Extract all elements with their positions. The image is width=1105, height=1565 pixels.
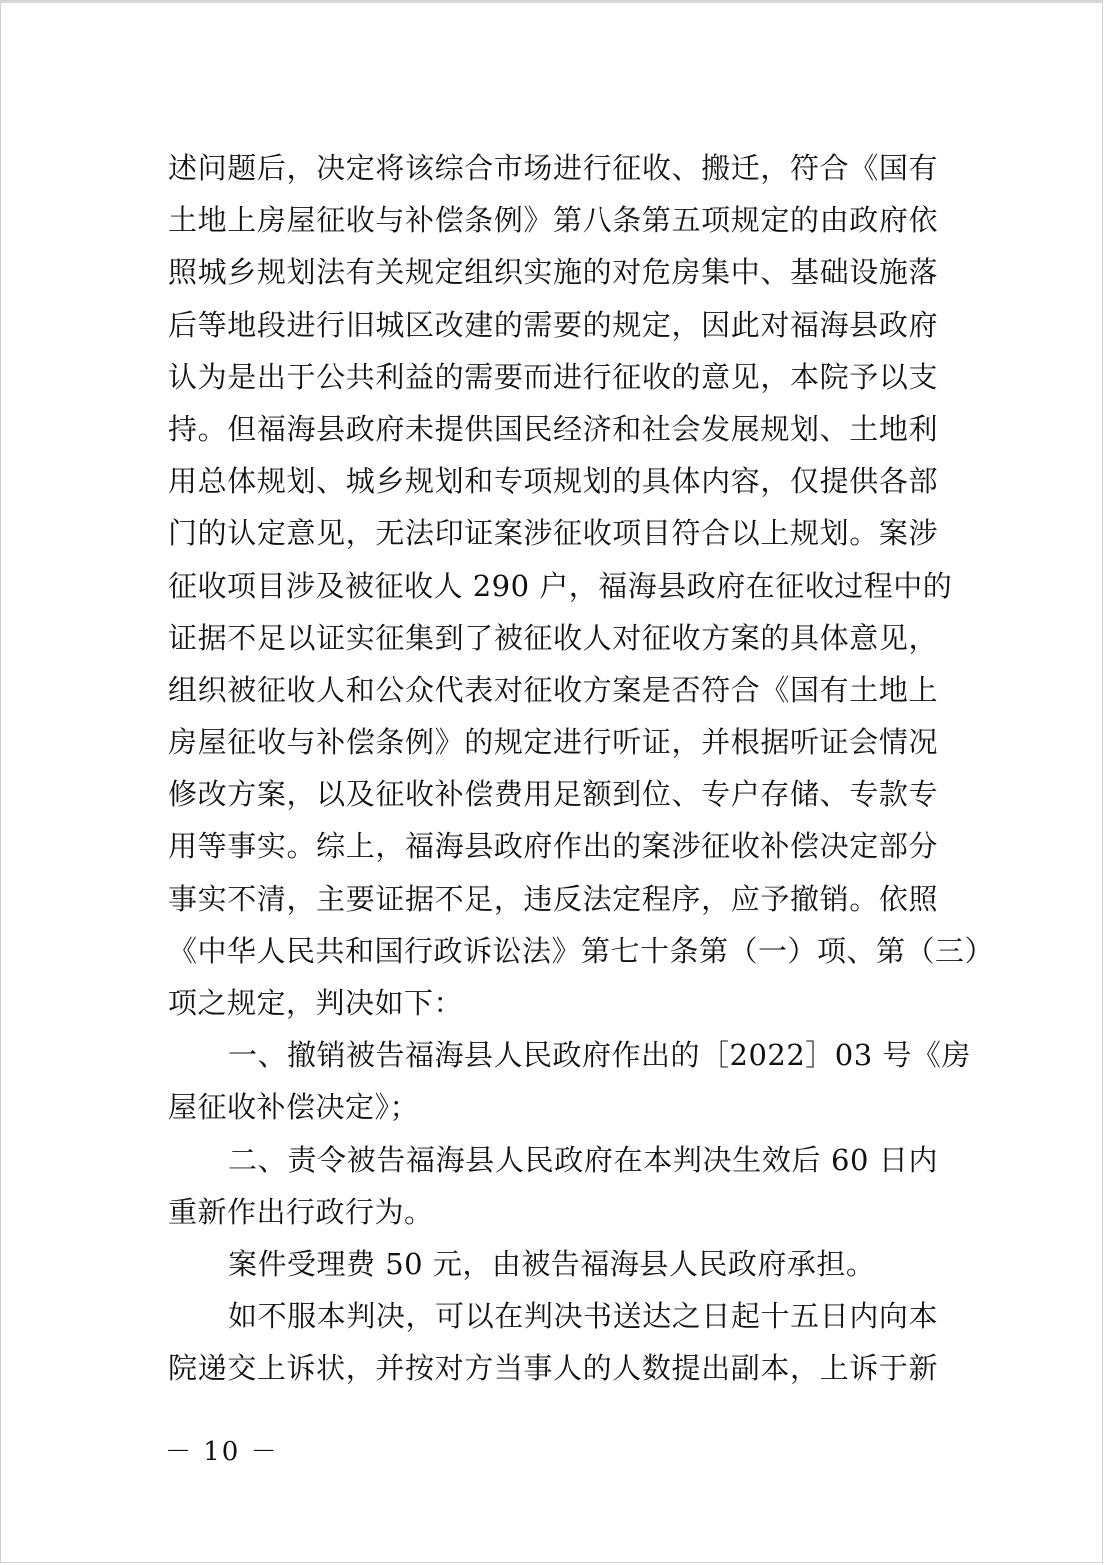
text-line: 征收项目涉及被征收人 290 户，福海县政府在征收过程中的 <box>168 568 953 603</box>
text-line: 二、责令被告福海县人民政府在本判决生效后 60 日内 <box>228 1142 938 1177</box>
text-line: 《中华人民共和国行政诉讼法》第七十条第（一）项、第（三） <box>168 933 995 968</box>
text-line: 用等事实。综上，福海县政府作出的案涉征收补偿决定部分 <box>168 829 938 864</box>
text-line: 屋征收补偿决定》； <box>168 1090 420 1125</box>
text-line: 事实不清，主要证据不足，违反法定程序，应予撤销。依照 <box>168 881 938 916</box>
text-line: 重新作出行政行为。 <box>168 1194 434 1229</box>
text-line: 土地上房屋征收与补偿条例》第八条第五项规定的由政府依 <box>168 203 938 238</box>
text-line: 持。但福海县政府未提供国民经济和社会发展规划、土地利 <box>168 411 938 446</box>
page-number: － 10 － <box>165 1437 279 1467</box>
text-line: 如不服本判决，可以在判决书送达之日起十五日内向本 <box>228 1299 938 1334</box>
text-line: 用总体规划、城乡规划和专项规划的具体内容，仅提供各部 <box>168 464 938 499</box>
body-text <box>168 142 995 1395</box>
text-line: 院递交上诉状，并按对方当事人的人数提出副本，上诉于新 <box>168 1351 938 1386</box>
text-line: 门的认定意见，无法印证案涉征收项目符合以上规划。案涉 <box>168 516 938 551</box>
text-line: 后等地段进行旧城区改建的需要的规定，因此对福海县政府 <box>168 307 938 342</box>
text-line: 照城乡规划法有关规定组织实施的对危房集中、基础设施落 <box>168 255 938 290</box>
text-line: 案件受理费 50 元，由被告福海县人民政府承担。 <box>228 1246 876 1281</box>
text-line: 项之规定，判决如下： <box>168 986 464 1020</box>
text-line: 述问题后，决定将该综合市场进行征收、搬迁，符合《国有 <box>168 151 938 185</box>
text-line: 修改方案，以及征收补偿费用足额到位、专户存储、专款专 <box>168 777 938 812</box>
text-line: 组织被征收人和公众代表对征收方案是否符合《国有土地上 <box>168 672 938 707</box>
text-line: 一、撤销被告福海县人民政府作出的［2022］03 号《房 <box>228 1038 971 1073</box>
text-line: 认为是出于公共利益的需要而进行征收的意见，本院予以支 <box>168 359 938 394</box>
text-line: 证据不足以证实征集到了被征收人对征收方案的具体意见， <box>168 620 938 655</box>
text-line: 房屋征收与补偿条例》的规定进行听证，并根据听证会情况 <box>168 725 938 760</box>
